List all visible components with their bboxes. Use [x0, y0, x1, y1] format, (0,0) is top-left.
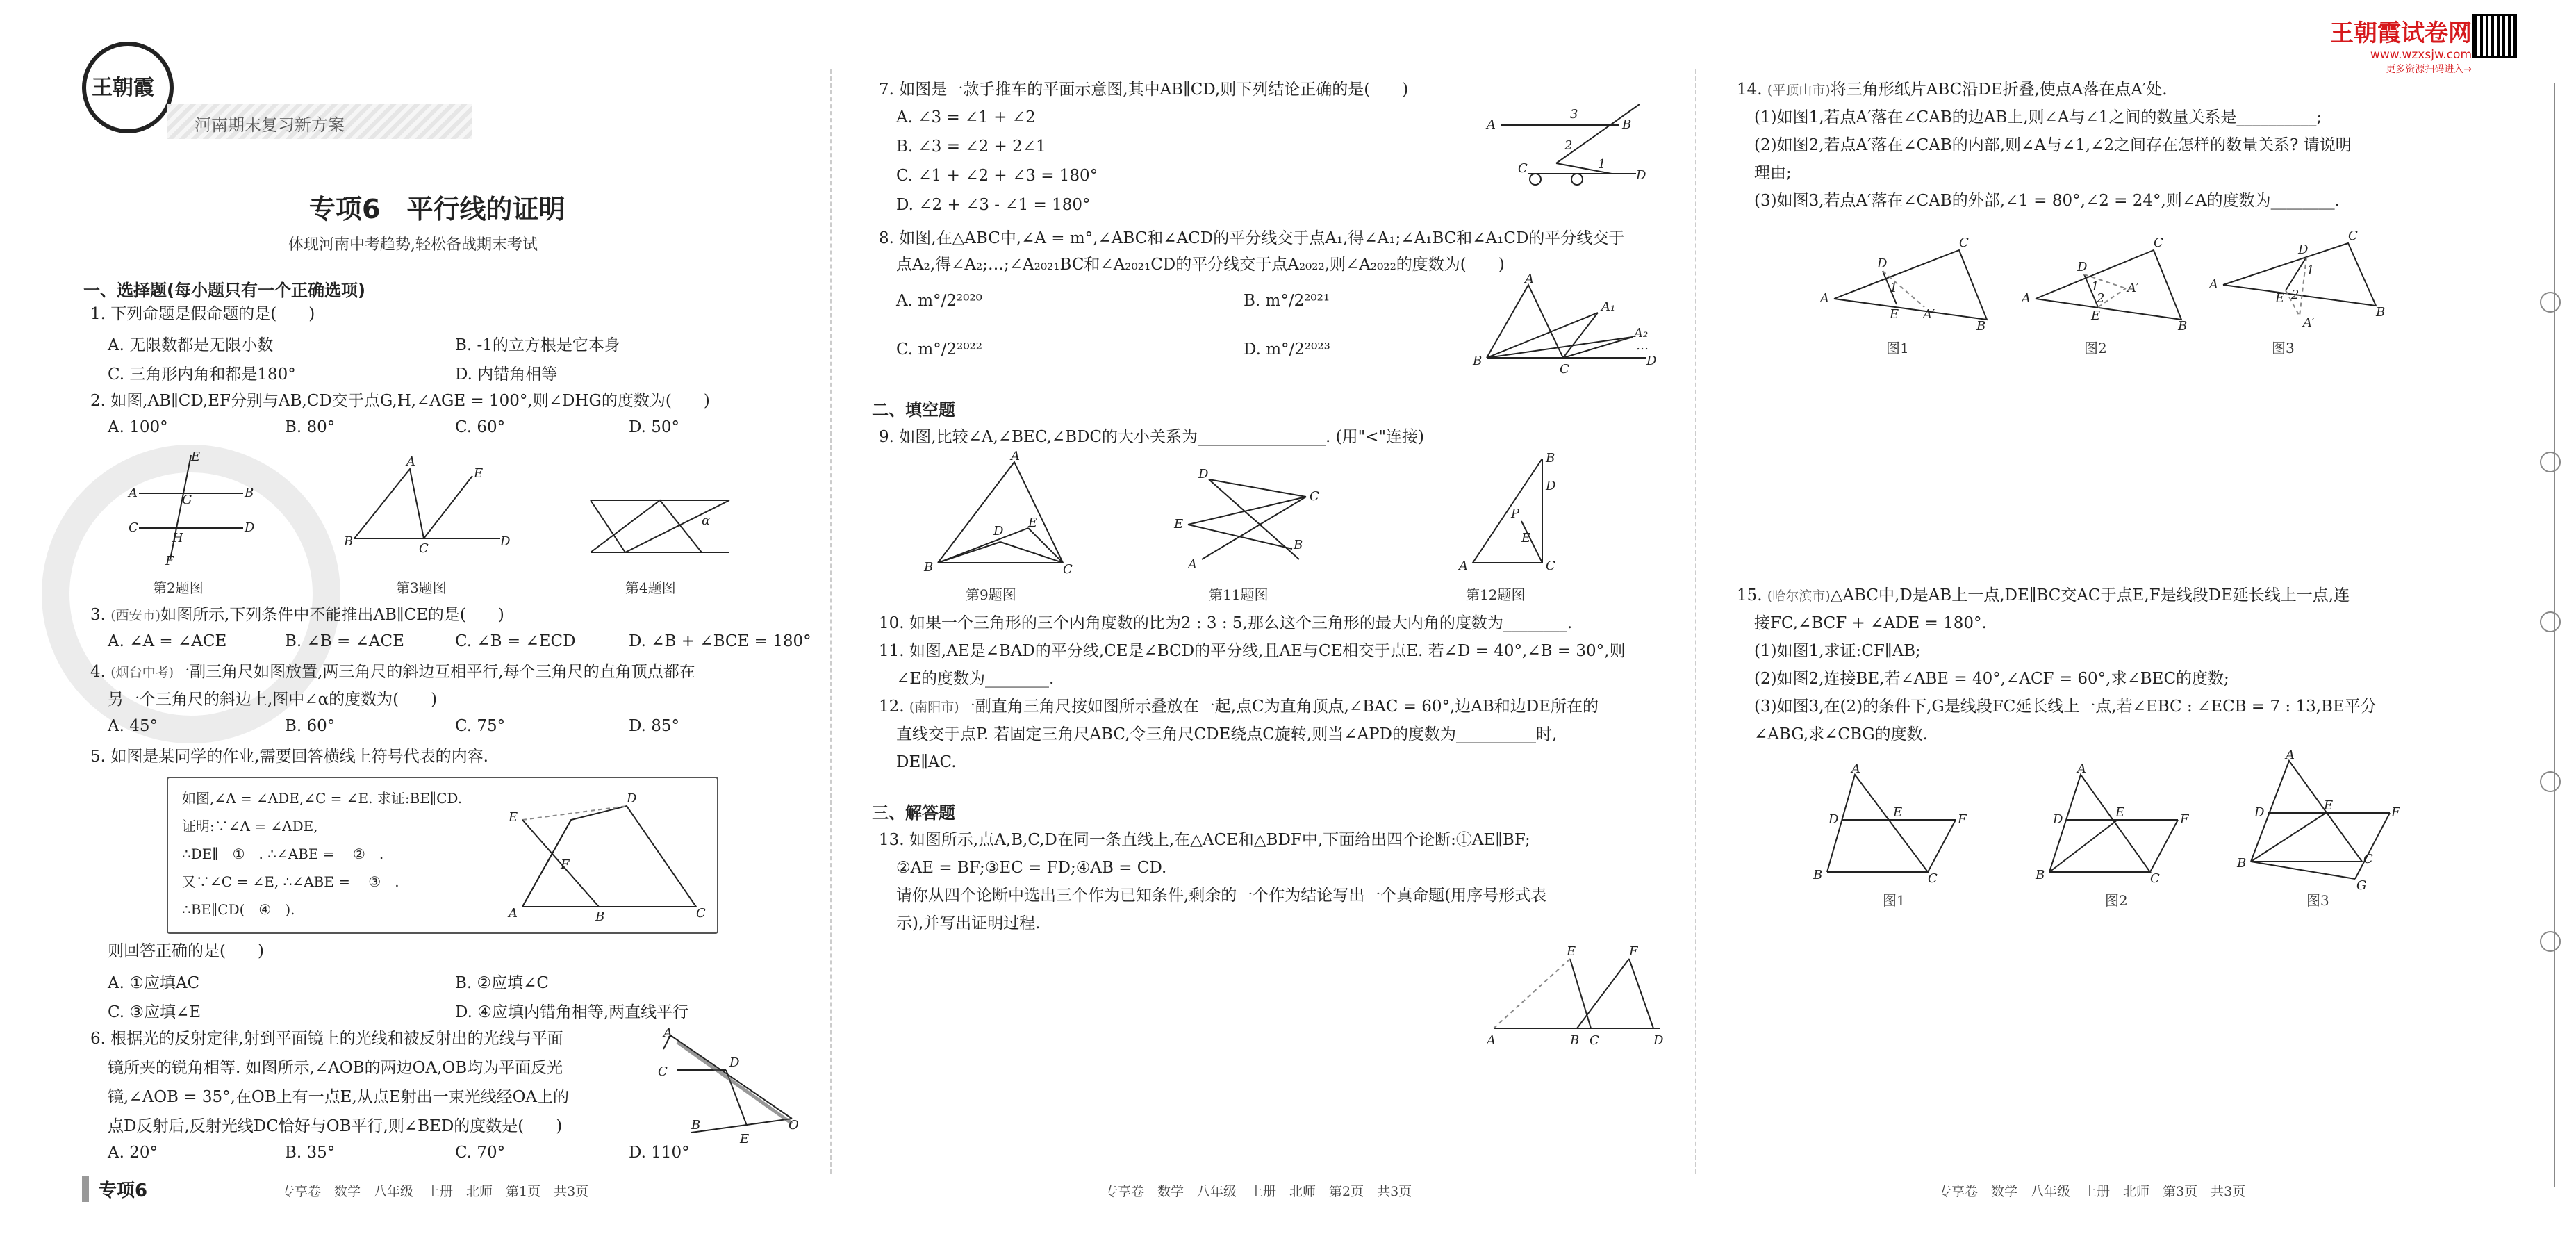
header-banner — [167, 104, 472, 139]
svg-text:D: D — [1828, 812, 1839, 827]
q5-option-a[interactable]: A. ①应填AC — [108, 974, 200, 992]
margin-mark — [2540, 292, 2561, 313]
column-divider — [1695, 69, 1696, 1174]
brand-block — [2330, 14, 2472, 76]
q13-figure — [1480, 945, 1674, 1049]
svg-text:D: D — [500, 534, 511, 549]
q11-line1: 11. 如图,AE是∠BAD的平分线,CE是∠BCD的平分线,且AE与CE相交于点E. 若∠D = 40°,∠B = 30°,则 — [879, 642, 1626, 660]
q15-source-tag: (哈尔滨市) — [1767, 588, 1831, 604]
q9-figure — [924, 449, 1091, 577]
q14-fig1 — [1820, 236, 1987, 334]
q13-line4: 示),并写出证明过程. — [896, 914, 1041, 932]
q14-part1: (1)如图1,若点A′落在∠CAB的边AB上,则∠A与∠1之间的数量关系是__________; — [1754, 108, 2322, 126]
svg-text:α: α — [702, 513, 711, 528]
svg-text:D: D — [1546, 479, 1556, 493]
q6-option-d[interactable]: D. 110° — [629, 1144, 690, 1162]
svg-text:B: B — [1813, 868, 1823, 882]
q14-source-tag: (平顶山市) — [1767, 83, 1831, 98]
svg-text:2: 2 — [1564, 138, 1573, 153]
q2-stem: 2. 如图,AB∥CD,EF分别与AB,CD交于点G,H,∠AGE = 100°,则∠DHG的度数为( ) — [90, 392, 710, 410]
svg-text:E: E — [2324, 798, 2334, 813]
svg-text:1: 1 — [2091, 279, 2099, 294]
q8-option-a[interactable]: A. m°/2²⁰²⁰ — [896, 292, 982, 310]
svg-text:D: D — [245, 520, 255, 535]
q6-line: 6. 根据光的反射定律,射到平面镜上的光线和被反射出的光线与平面 — [90, 1030, 563, 1048]
q4-source-tag: (烟台中考) — [110, 665, 174, 680]
q3-option-c[interactable]: C. ∠B = ∠ECD — [455, 632, 576, 650]
q12-line1: 一副直角三角尺按如图所示叠放在一起,点C为直角顶点,∠BAC = 60°,边AB和边DE所在的 — [959, 698, 1599, 716]
svg-text:A: A — [2286, 748, 2295, 762]
svg-text:B: B — [1622, 117, 1632, 132]
q7-option-a[interactable]: A. ∠3 = ∠1 + ∠2 — [896, 108, 1036, 126]
svg-text:A: A — [663, 1026, 672, 1040]
q15-fig1 — [1813, 762, 1973, 886]
svg-text:C: C — [2150, 871, 2160, 886]
svg-text:A: A — [2022, 291, 2031, 306]
q2-caption: 第2题图 — [153, 579, 204, 596]
q15-fig2-caption: 图2 — [2105, 892, 2128, 909]
q15-fig3 — [2237, 748, 2404, 893]
svg-text:E: E — [1174, 517, 1184, 532]
q2-option-a[interactable]: A. 100° — [108, 418, 168, 436]
svg-text:F: F — [2180, 812, 2189, 827]
svg-text:A: A — [1011, 449, 1020, 463]
q11-line2: ∠E的度数为________. — [896, 670, 1055, 688]
q5-after: 则回答正确的是( ) — [108, 942, 264, 960]
svg-text:G: G — [182, 493, 192, 507]
q6-line: 镜所夹的锐角相等. 如图所示,∠AOB的两边OA,OB均为平面反光 — [108, 1059, 563, 1077]
svg-text:1: 1 — [2306, 263, 2315, 278]
brand-name: 王朝霞试卷网 — [2330, 19, 2472, 47]
q3-stem: 如图所示,下列条件中不能推出AB∥CE的是( ) — [160, 606, 504, 624]
svg-text:C: C — [1560, 362, 1569, 377]
svg-text:B: B — [1546, 451, 1555, 466]
svg-text:B: B — [245, 486, 254, 500]
footer-page2: 专享卷 数学 八年级 上册 北师 第2页 共3页 — [1105, 1184, 1412, 1199]
section-choice: 一、选择题(每小题只有一个正确选项) — [83, 281, 365, 300]
q5-box-line: ∴DE∥ ① . ∴∠ABE = ② . — [182, 846, 384, 862]
svg-text:P: P — [1511, 507, 1520, 521]
q4-caption: 第4题图 — [625, 579, 676, 596]
svg-text:E: E — [191, 450, 201, 464]
svg-text:C: C — [658, 1064, 668, 1079]
q5-box-line: ∴BE∥CD( ④ ). — [182, 901, 295, 918]
svg-text:E: E — [1893, 805, 1903, 820]
svg-text:E: E — [740, 1132, 750, 1146]
svg-text:A: A — [1487, 117, 1496, 132]
q4-question: 4. (烟台中考)一副三角尺如图放置,两三角尺的斜边互相平行,每个三角尺的直角顶点都在 — [90, 663, 695, 681]
q14-fig1-caption: 图1 — [1886, 340, 1909, 356]
svg-text:D: D — [1636, 168, 1646, 183]
svg-text:E: E — [2115, 805, 2125, 820]
q5-option-c[interactable]: C. ③应填∠E — [108, 1003, 201, 1021]
svg-text:A: A — [1525, 272, 1534, 286]
q10-stem: 10. 如果一个三角形的三个内角度数的比为2 : 3 : 5,那么这个三角形的最大内角的度数为________. — [879, 614, 1573, 632]
section-fill: 二、填空题 — [872, 400, 955, 420]
q14-fig2 — [2022, 236, 2188, 334]
svg-text:C: C — [2154, 236, 2163, 250]
q9-caption: 第9题图 — [966, 586, 1016, 603]
q15-part3b: ∠ABG,求∠CBG的度数. — [1754, 725, 1928, 743]
q4-option-b[interactable]: B. 60° — [285, 717, 336, 735]
q1-option-d[interactable]: D. 内错角相等 — [455, 365, 558, 384]
svg-text:2: 2 — [2097, 291, 2105, 306]
q4-figure — [584, 486, 736, 563]
svg-text:E: E — [1890, 307, 1899, 322]
q7-option-d[interactable]: D. ∠2 + ∠3 - ∠1 = 180° — [896, 196, 1091, 214]
q15-fig2 — [2036, 762, 2195, 886]
q2-option-c[interactable]: C. 60° — [455, 418, 506, 436]
q12-line3: DE∥AC. — [896, 753, 957, 771]
svg-text:1: 1 — [1598, 157, 1606, 172]
logo-badge — [82, 42, 174, 133]
svg-text:F: F — [1629, 944, 1638, 959]
svg-text:B: B — [691, 1118, 701, 1133]
q5-stem: 5. 如图是某同学的作业,需要回答横线上符号代表的内容. — [90, 748, 488, 766]
q12-figure — [1452, 452, 1577, 577]
svg-text:E: E — [1028, 516, 1038, 530]
q1-option-a[interactable]: A. 无限数都是无限小数 — [108, 336, 274, 354]
q4-line1: 一副三角尺如图放置,两三角尺的斜边互相平行,每个三角尺的直角顶点都在 — [174, 663, 695, 681]
svg-text:O: O — [789, 1118, 799, 1133]
q8-option-c[interactable]: C. m°/2²⁰²² — [896, 340, 982, 359]
q8-line1: 8. 如图,在△ABC中,∠A = m°,∠ABC和∠ACD的平分线交于点A₁,得∠A₁;∠A₁BC和∠A₁CD的平分线交于 — [879, 229, 1625, 247]
svg-text:G: G — [2356, 878, 2367, 893]
svg-text:C: C — [1518, 161, 1528, 176]
svg-text:A₁: A₁ — [1601, 299, 1616, 314]
q15-part1: (1)如图1,求证:CF∥AB; — [1754, 642, 1921, 660]
q6-option-a[interactable]: A. 20° — [108, 1144, 158, 1162]
svg-text:C: C — [1063, 562, 1073, 577]
page-subtitle: 体现河南中考趋势,轻松备战期末考试 — [288, 236, 538, 254]
q15-fig1-caption: 图1 — [1883, 892, 1906, 909]
svg-text:C: C — [1310, 489, 1319, 504]
q1-option-c[interactable]: C. 三角形内角和都是180° — [108, 365, 296, 384]
logo-text: 王朝霞 — [92, 76, 154, 100]
svg-text:B: B — [1294, 538, 1303, 552]
q14-part2b: 理由; — [1754, 164, 1792, 182]
svg-text:A: A — [2077, 762, 2086, 776]
q3-figure — [340, 455, 514, 559]
q7-stem: 7. 如图是一款手推车的平面示意图,其中AB∥CD,则下列结论正确的是( ) — [879, 81, 1409, 99]
svg-text:…: … — [1636, 338, 1649, 353]
q14-question: 14. (平顶山市)将三角形纸片ABC沿DE折叠,使点A落在点A′处. — [1737, 81, 2168, 99]
q14-fig3-caption: 图3 — [2272, 340, 2295, 356]
brand-url[interactable]: www.wzxsjw.com — [2370, 48, 2472, 62]
banner-text: 河南期末复习新方案 — [195, 115, 345, 135]
svg-text:C: C — [1546, 559, 1555, 573]
svg-text:A: A — [1851, 762, 1860, 776]
svg-text:A: A — [509, 906, 518, 921]
right-margin-line — [2554, 83, 2555, 1187]
margin-mark — [2540, 931, 2561, 952]
q15-part2: (2)如图2,连接BE,若∠ABE = 40°,∠ACF = 60°,求∠BEC的度数; — [1754, 670, 2229, 688]
svg-text:C: C — [1590, 1033, 1599, 1048]
q14-stem: 将三角形纸片ABC沿DE折叠,使点A落在点A′处. — [1830, 81, 2168, 99]
q3-source-tag: (西安市) — [110, 608, 161, 623]
svg-text:A: A — [2209, 277, 2218, 292]
q5-box-line: 又∵∠C = ∠E, ∴∠ABE = ③ . — [182, 873, 399, 890]
svg-text:E: E — [1567, 944, 1576, 959]
svg-text:C: C — [1928, 871, 1938, 886]
svg-text:E: E — [509, 810, 518, 825]
q4-option-c[interactable]: C. 75° — [455, 717, 506, 735]
footer-page1: 专享卷 数学 八年级 上册 北师 第1页 共3页 — [281, 1184, 589, 1199]
footer-tag — [82, 1176, 147, 1202]
q5-option-d[interactable]: D. ④应填内错角相等,两直线平行 — [455, 1003, 689, 1021]
q4-line2: 另一个三角尺的斜边上,图中∠α的度数为( ) — [108, 691, 438, 709]
svg-text:B: B — [1570, 1033, 1580, 1048]
svg-text:D: D — [2254, 805, 2265, 820]
q14-fig2-caption: 图2 — [2084, 340, 2107, 356]
svg-text:F: F — [1958, 812, 1967, 827]
svg-text:A: A — [406, 454, 415, 469]
svg-text:A: A — [1487, 1033, 1496, 1048]
q4-option-d[interactable]: D. 85° — [629, 717, 680, 735]
q13-line1: 13. 如图所示,点A,B,C,D在同一条直线上,在△ACE和△BDF中,下面给出四个论断:①AE∥BF; — [879, 831, 1530, 849]
svg-text:B: B — [924, 560, 934, 575]
svg-text:A: A — [129, 486, 138, 500]
q6-line: 点D反射后,反射光线DC恰好与OB平行,则∠BED的度数是( ) — [108, 1117, 563, 1135]
q8-figure — [1473, 274, 1667, 379]
svg-text:A: A — [1188, 557, 1197, 572]
svg-text:B: B — [2178, 319, 2188, 334]
margin-mark — [2540, 771, 2561, 792]
section-solve: 三、解答题 — [872, 803, 955, 823]
q3-option-b[interactable]: B. ∠B = ∠ACE — [285, 632, 404, 650]
svg-text:D: D — [627, 791, 637, 806]
q7-figure — [1487, 97, 1646, 201]
svg-text:D: D — [1877, 256, 1888, 271]
svg-text:C: C — [1959, 236, 1969, 250]
svg-text:D: D — [1653, 1033, 1664, 1048]
svg-text:A′: A′ — [2303, 315, 2315, 330]
q8-line2: 点A₂,得∠A₂;…;∠A₂₀₂₁BC和∠A₂₀₂₁CD的平分线交于点A₂₀₂₂,则∠A₂₀₂₂的度数为( ) — [896, 256, 1505, 274]
svg-text:A: A — [1459, 559, 1468, 573]
svg-text:1: 1 — [1890, 281, 1898, 295]
q12-source-tag: (南阳市) — [909, 700, 959, 715]
q1-option-b[interactable]: B. -1的立方根是它本身 — [455, 336, 620, 354]
q3-caption: 第3题图 — [396, 579, 447, 596]
svg-text:E: E — [1521, 531, 1531, 545]
q15-stem: △ABC中,D是AB上一点,DE∥BC交AC于点E,F是线段DE延长线上一点,连 — [1830, 586, 2350, 604]
q13-line2: ②AE = BF;③EC = FD;④AB = CD. — [896, 859, 1167, 877]
q6-option-b[interactable]: B. 35° — [285, 1144, 336, 1162]
q15-part3: (3)如图3,在(2)的条件下,G是线段FC延长线上一点,若∠EBC : ∠ECB = 7 : 13,BE平分 — [1754, 698, 2377, 716]
q11-figure — [1174, 466, 1334, 570]
column-divider — [830, 69, 832, 1174]
q2-option-b[interactable]: B. 80° — [285, 418, 336, 436]
q5-homework-box — [167, 777, 718, 934]
q14-fig3 — [2209, 229, 2386, 334]
q7-option-c[interactable]: C. ∠1 + ∠2 + ∠3 = 180° — [896, 167, 1098, 185]
svg-text:B: B — [2036, 868, 2045, 882]
q7-option-b[interactable]: B. ∠3 = ∠2 + 2∠1 — [896, 138, 1046, 156]
svg-text:D: D — [2077, 260, 2088, 274]
qr-code-icon[interactable] — [2472, 14, 2517, 58]
svg-text:D: D — [729, 1055, 740, 1070]
svg-text:D: D — [1198, 467, 1209, 481]
svg-text:B: B — [2376, 305, 2386, 320]
q3-option-d[interactable]: D. ∠B + ∠BCE = 180° — [629, 632, 811, 650]
q2-figure — [125, 448, 264, 566]
brand-slogan: 更多资源扫码进入→ — [2386, 64, 2472, 75]
q6-figure — [650, 1028, 802, 1146]
q12-question: 12. (南阳市)一副直角三角尺按如图所示叠放在一起,点C为直角顶点,∠BAC = 60°,边AB和边DE所在的 — [879, 698, 1599, 716]
q9-stem: 9. 如图,比较∠A,∠BEC,∠BDC的大小关系为________________. (用"<"连接) — [879, 428, 1425, 446]
svg-text:3: 3 — [1570, 107, 1578, 122]
q5-option-b[interactable]: B. ②应填∠C — [455, 974, 550, 992]
margin-mark — [2540, 611, 2561, 632]
q15-stem2: 接FC,∠BCF + ∠ADE = 180°. — [1754, 614, 1987, 632]
svg-text:C: C — [419, 541, 429, 556]
svg-text:F: F — [561, 857, 570, 872]
svg-text:A′: A′ — [2127, 281, 2140, 295]
q6-line: 镜,∠AOB = 35°,在OB上有一点E,从点E射出一束光线经OA上的 — [108, 1088, 570, 1106]
footer-tag-text: 专项6 — [99, 1180, 148, 1201]
svg-text:A′: A′ — [1923, 307, 1935, 322]
svg-text:E: E — [2091, 308, 2101, 323]
svg-text:A₂: A₂ — [1634, 326, 1649, 340]
svg-text:A: A — [1820, 291, 1829, 306]
q8-option-b[interactable]: B. m°/2²⁰²¹ — [1244, 292, 1330, 310]
svg-text:C: C — [2363, 852, 2373, 866]
svg-text:B: B — [344, 534, 354, 549]
svg-text:E: E — [474, 466, 484, 481]
svg-text:C: C — [696, 906, 706, 921]
q5-box-line: 证明:∵∠A = ∠ADE, — [182, 818, 318, 834]
q5-figure — [509, 791, 706, 924]
q4-option-a[interactable]: A. 45° — [108, 717, 158, 735]
q15-fig3-caption: 图3 — [2306, 892, 2329, 909]
q8-option-d[interactable]: D. m°/2²⁰²³ — [1244, 340, 1330, 359]
svg-text:E: E — [2275, 291, 2285, 306]
svg-text:D: D — [2053, 812, 2063, 827]
q15-question: 15. (哈尔滨市)△ABC中,D是AB上一点,DE∥BC交AC于点E,F是线段DE延长线上一点,连 — [1737, 586, 2350, 604]
svg-text:B: B — [1976, 319, 1986, 334]
page-title: 专项6 平行线的证明 — [309, 194, 565, 224]
svg-text:B: B — [595, 909, 605, 924]
q1-stem: 1. 下列命题是假命题的是( ) — [90, 305, 315, 323]
q11-caption: 第11题图 — [1209, 586, 1269, 603]
svg-text:2: 2 — [2291, 288, 2300, 302]
svg-text:H: H — [172, 531, 183, 545]
margin-mark — [2540, 452, 2561, 472]
q2-option-d[interactable]: D. 50° — [629, 418, 680, 436]
q14-part2: (2)如图2,若点A′落在∠CAB的内部,则∠A与∠1,∠2之间存在怎样的数量关系? 请说明 — [1754, 136, 2352, 154]
svg-text:D: D — [993, 524, 1004, 538]
svg-text:C: C — [2348, 229, 2358, 243]
svg-text:C: C — [129, 520, 138, 535]
svg-text:F: F — [165, 554, 174, 568]
svg-text:D: D — [2298, 242, 2309, 257]
q5-box-line: 如图,∠A = ∠ADE,∠C = ∠E. 求证:BE∥CD. — [182, 790, 463, 807]
q12-caption: 第12题图 — [1466, 586, 1526, 603]
q13-line3: 请你从四个论断中选出三个作为已知条件,剩余的一个作为结论写出一个真命题(用序号形式表 — [896, 887, 1547, 905]
q12-line2: 直线交于点P. 若固定三角尺ABC,令三角尺CDE绕点C旋转,则当∠APD的度数为__________时, — [896, 725, 1558, 743]
footer-page3: 专享卷 数学 八年级 上册 北师 第3页 共3页 — [1938, 1184, 2246, 1199]
svg-text:B: B — [1473, 354, 1483, 368]
svg-text:D: D — [1646, 354, 1657, 368]
svg-text:F: F — [2391, 805, 2400, 820]
q3-option-a[interactable]: A. ∠A = ∠ACE — [108, 632, 227, 650]
q14-part3: (3)如图3,若点A′落在∠CAB的外部,∠1 = 80°,∠2 = 24°,则∠A的度数为________. — [1754, 192, 2340, 210]
svg-text:B: B — [2237, 856, 2247, 871]
q6-option-c[interactable]: C. 70° — [455, 1144, 506, 1162]
q3-question: 3. (西安市)如图所示,下列条件中不能推出AB∥CE的是( ) — [90, 606, 504, 624]
